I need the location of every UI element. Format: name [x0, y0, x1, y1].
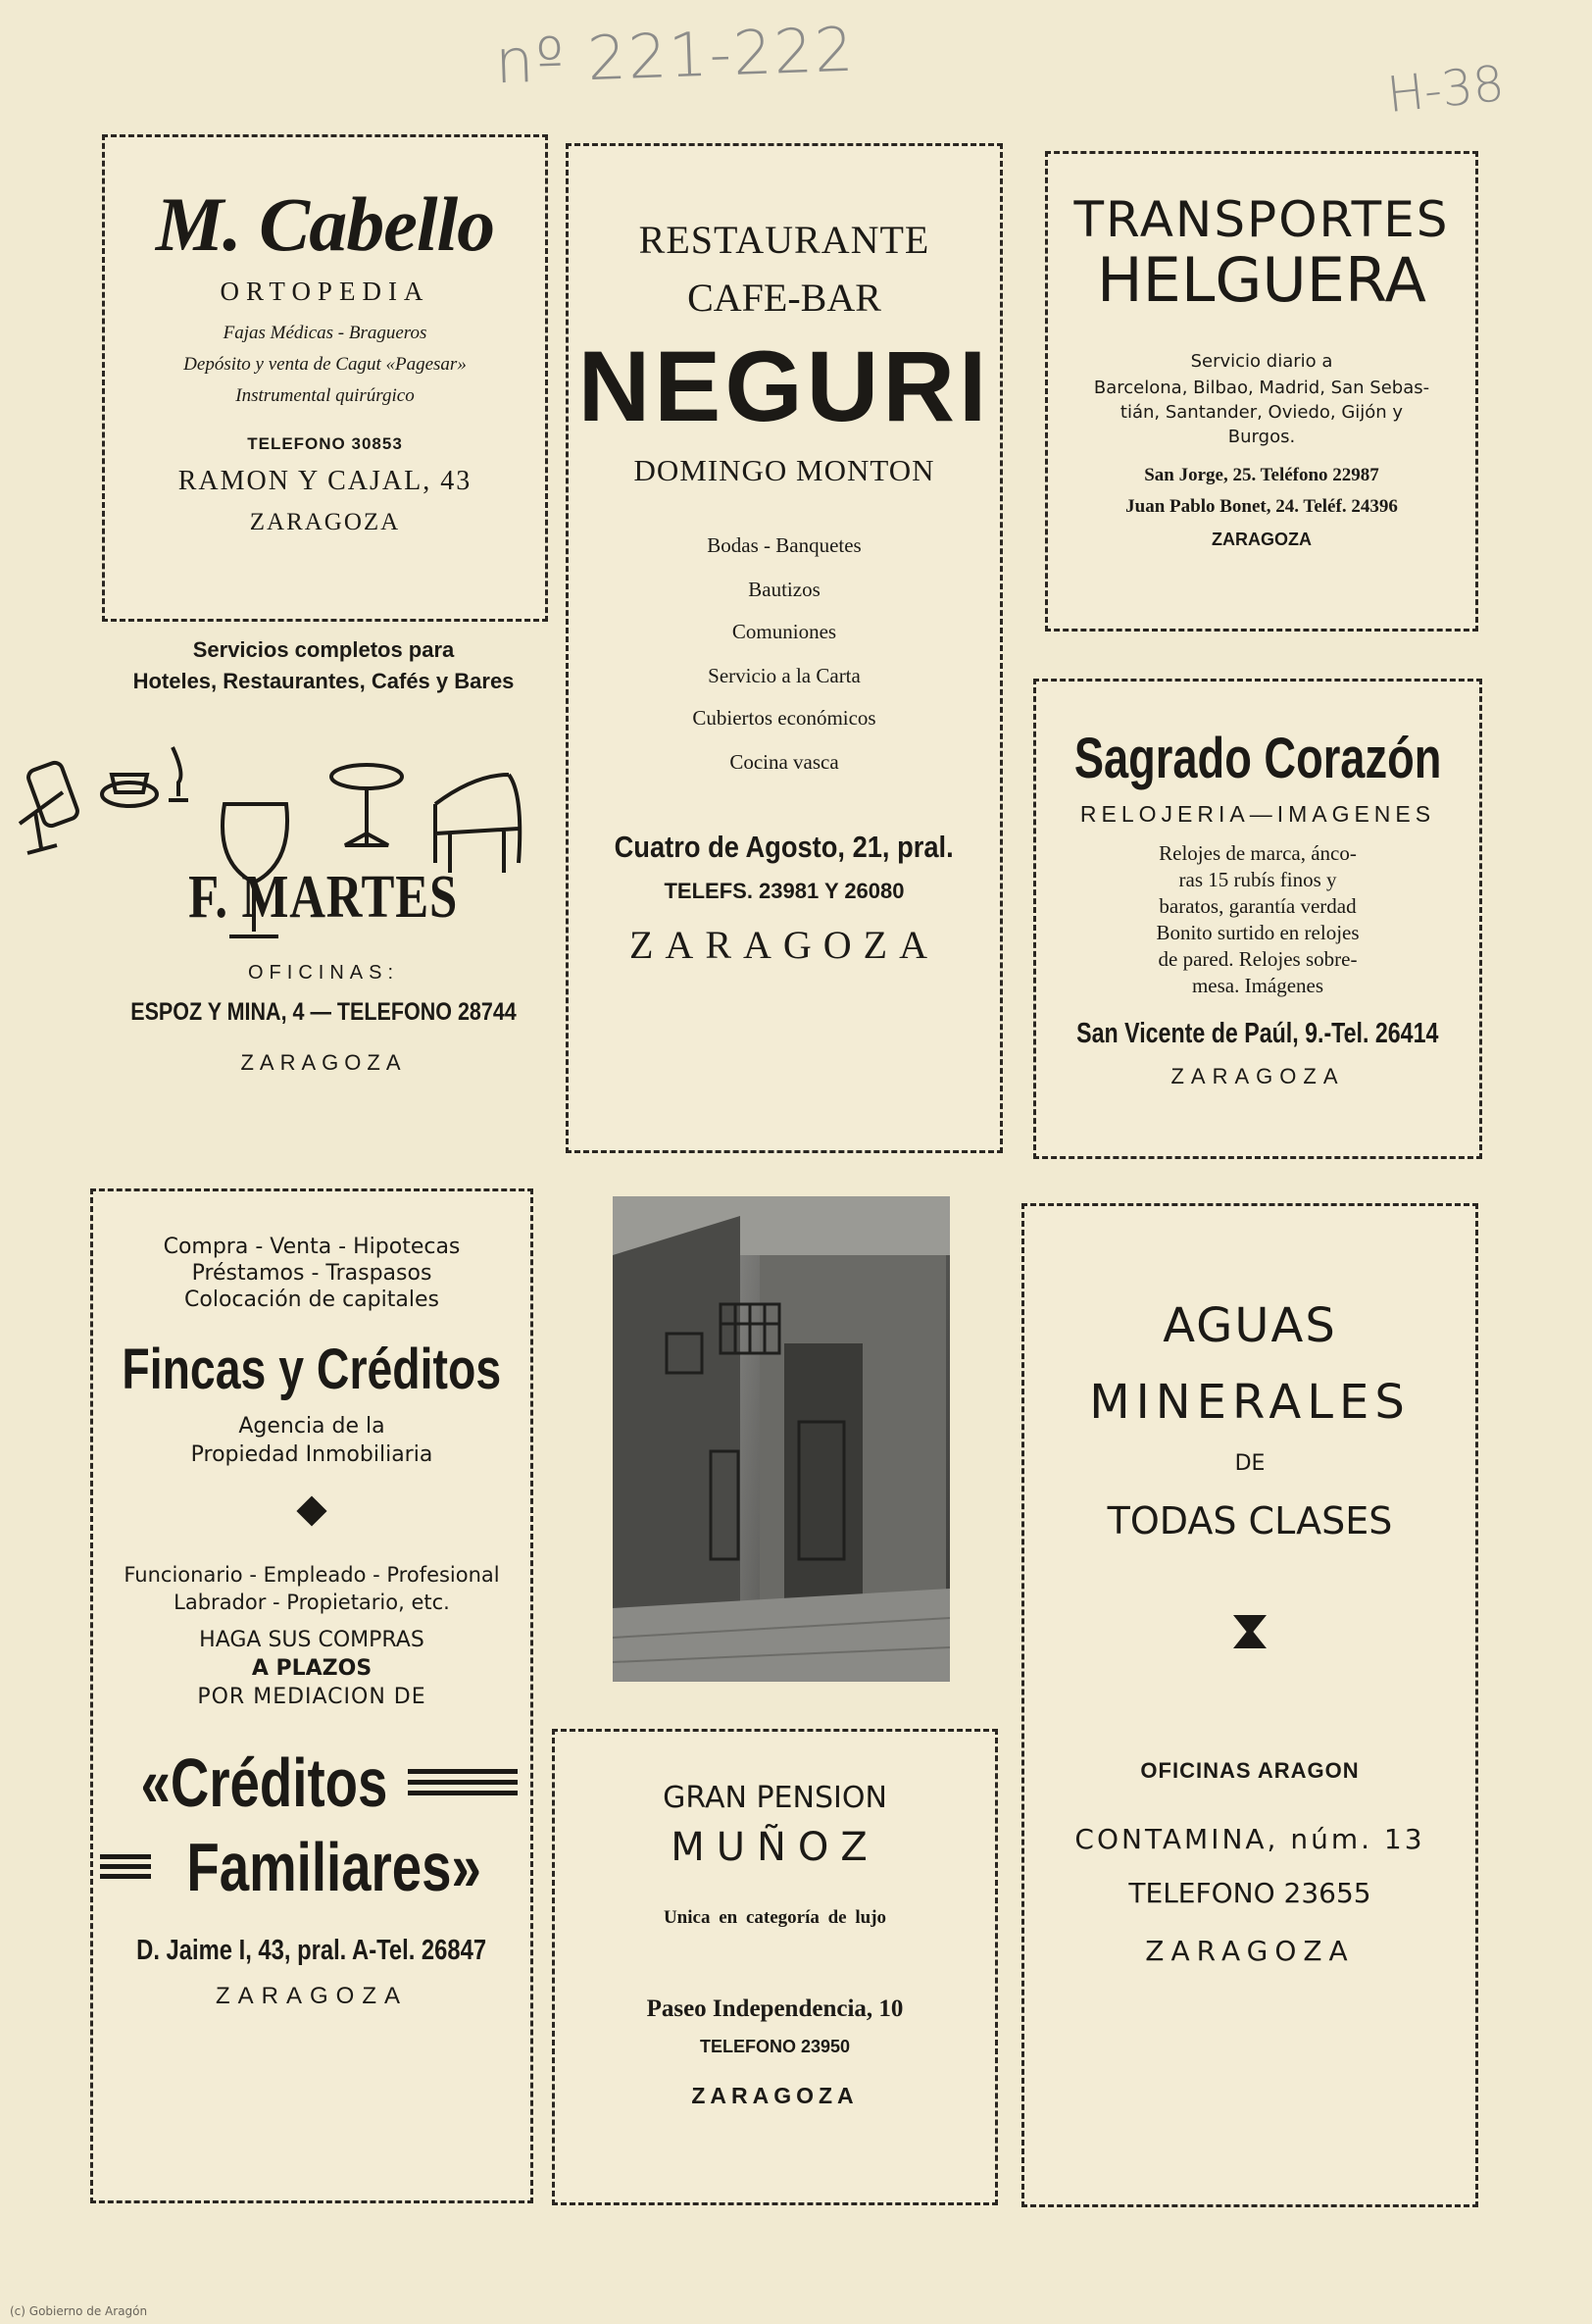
- neguri-phones: TELEFS. 23981 Y 26080: [664, 879, 905, 904]
- martes-address: ESPOZ Y MINA, 4 — TELEFONO 28744: [130, 998, 517, 1026]
- helguera-city: ZARAGOZA: [1212, 530, 1312, 550]
- munoz-line-1: GRAN PENSION: [663, 1781, 887, 1815]
- martes-offices-label: OFICINAS:: [247, 962, 399, 984]
- ad-fincas-creditos: [90, 1188, 533, 2203]
- aguas-city: ZARAGOZA: [1145, 1935, 1355, 1967]
- helguera-name-1: TRANSPORTES: [1073, 191, 1450, 248]
- street-photograph: [613, 1196, 950, 1682]
- munoz-name: MUÑOZ: [671, 1825, 879, 1870]
- sagrado-desc-3: baratos, garantía verdad: [1159, 894, 1357, 918]
- wine-glass-icon: [169, 747, 188, 800]
- sagrado-city: ZARAGOZA: [1170, 1064, 1345, 1088]
- neguri-name: NEGURI: [577, 330, 991, 442]
- sagrado-desc-2: ras 15 rubís finos y: [1178, 868, 1337, 891]
- sagrado-address: San Vicente de Paúl, 9.-Tel. 26414: [1076, 1018, 1439, 1049]
- creditos-brand-line-2: [93, 1829, 530, 1905]
- helguera-address-1: San Jorge, 25. Teléfono 22987: [1144, 465, 1379, 486]
- munoz-tagline: Unica en categoría de lujo: [663, 1907, 887, 1928]
- neguri-service-3: Comuniones: [731, 620, 837, 644]
- munoz-address: Paseo Independencia, 10: [646, 1996, 904, 2022]
- copyright-footer: (c) Gobierno de Aragón: [10, 2304, 148, 2318]
- neguri-owner: DOMINGO MONTON: [633, 453, 935, 488]
- creditos-brand-line-1: [93, 1744, 530, 1821]
- neguri-service-2: Bautizos: [748, 578, 821, 602]
- sagrado-type: RELOJERIA—IMAGENES: [1079, 801, 1436, 827]
- ad-cabello: [102, 134, 548, 622]
- martes-city: ZARAGOZA: [240, 1050, 407, 1075]
- martes-body: [78, 863, 569, 1076]
- creditos-brand-1: «Créditos: [140, 1744, 387, 1821]
- helguera-service-4: Burgos.: [1227, 427, 1296, 448]
- neguri-service-1: Bodas - Banquetes: [707, 533, 862, 558]
- aguas-line-1: AGUAS: [1163, 1298, 1337, 1353]
- fincas-city: ZARAGOZA: [215, 1983, 408, 2009]
- sagrado-desc-4: Bonito surtido en relojes: [1156, 921, 1360, 944]
- helguera-name-2: HELGUERA: [1097, 244, 1426, 316]
- triple-line-right-icon: [408, 1769, 518, 1796]
- fincas-name: Fincas y Créditos: [122, 1338, 502, 1401]
- cabello-address: RAMON Y CAJAL, 43: [177, 466, 473, 496]
- cabello-line-1: Fajas Médicas - Bragueros: [223, 323, 427, 343]
- fincas-top-3: Colocación de capitales: [184, 1288, 439, 1312]
- triple-line-left-icon: [100, 1854, 151, 1880]
- aguas-phone: TELEFONO 23655: [1128, 1877, 1371, 1909]
- helguera-service-2: Barcelona, Bilbao, Madrid, San Sebas-: [1093, 378, 1430, 399]
- neguri-city: ZARAGOZA: [629, 923, 939, 968]
- martes-name: F. MARTES: [188, 864, 459, 931]
- martes-intro-1: Servicios completos para: [192, 637, 455, 662]
- cabello-line-3: Instrumental quirúrgico: [235, 385, 415, 406]
- ad-aguas-minerales: [1021, 1203, 1478, 2207]
- munoz-city: ZARAGOZA: [691, 2083, 859, 2108]
- ad-helguera: [1045, 151, 1478, 632]
- chair-icon: [435, 775, 520, 873]
- ad-munoz: [552, 1729, 998, 2205]
- fincas-top-1: Compra - Venta - Hipotecas: [163, 1235, 461, 1259]
- sagrado-desc-1: Relojes de marca, ánco-: [1159, 841, 1357, 865]
- hourglass-divider-icon: [1233, 1615, 1267, 1648]
- sagrado-desc-6: mesa. Imágenes: [1191, 974, 1324, 997]
- fincas-audience-2: Labrador - Propietario, etc.: [174, 1591, 450, 1614]
- ad-sagrado-corazon: [1033, 679, 1482, 1159]
- creditos-brand-2: Familiares»: [186, 1829, 482, 1905]
- ad-neguri: [566, 143, 1003, 1153]
- fincas-audience-1: Funcionario - Empleado - Profesional: [124, 1563, 500, 1587]
- sagrado-name: Sagrado Corazón: [1073, 727, 1442, 790]
- helguera-address-2: Juan Pablo Bonet, 24. Teléf. 24396: [1125, 496, 1398, 518]
- sagrado-desc-5: de pared. Relojes sobre-: [1158, 947, 1358, 971]
- fincas-cta-1: HAGA SUS COMPRAS: [199, 1628, 424, 1652]
- helguera-service-3: tián, Santander, Oviedo, Gijón y: [1119, 402, 1404, 424]
- aguas-offices: OFICINAS ARAGON: [1140, 1758, 1360, 1783]
- handwritten-archive-code: H-38: [1384, 54, 1507, 125]
- fincas-cta-3: POR MEDIACION DE: [197, 1685, 426, 1709]
- martes-intro-2: Hoteles, Restaurantes, Cafés y Bares: [132, 669, 515, 693]
- aguas-line-4: TODAS CLASES: [1107, 1499, 1393, 1542]
- fincas-sub-1: Agencia de la: [238, 1414, 385, 1439]
- cabello-name: M. Cabello: [155, 181, 495, 267]
- cabello-city: ZARAGOZA: [249, 509, 401, 535]
- neguri-service-6: Cocina vasca: [729, 750, 839, 775]
- handwritten-issue-number: nº 221-222: [493, 13, 857, 98]
- neguri-type-2: CAFE-BAR: [687, 276, 881, 320]
- fincas-top-2: Préstamos - Traspasos: [191, 1261, 432, 1286]
- diamond-divider-icon: [296, 1495, 326, 1526]
- neguri-type-1: RESTAURANTE: [638, 218, 930, 262]
- neguri-service-5: Cubiertos económicos: [692, 706, 876, 731]
- aguas-address: CONTAMINA, núm. 13: [1074, 1823, 1425, 1855]
- cabello-line-2: Depósito y venta de Cagut «Pagesar»: [183, 354, 467, 375]
- bar-table-icon: [331, 765, 402, 788]
- fincas-cta-2: A PLAZOS: [251, 1656, 373, 1681]
- cabello-type: ORTOPEDIA: [220, 277, 430, 306]
- munoz-phone: TELEFONO 23950: [699, 2037, 851, 2056]
- neguri-service-4: Servicio a la Carta: [708, 664, 861, 688]
- aguas-line-3: DE: [1234, 1451, 1266, 1476]
- cabello-phone: TELEFONO 30853: [247, 434, 403, 453]
- fincas-address: D. Jaime I, 43, pral. A-Tel. 26847: [136, 1935, 487, 1966]
- fincas-sub-2: Propiedad Inmobiliaria: [190, 1442, 433, 1467]
- neguri-address: Cuatro de Agosto, 21, pral.: [614, 830, 955, 865]
- aguas-line-2: MINERALES: [1089, 1375, 1411, 1430]
- helguera-service-1: Servicio diario a: [1190, 351, 1333, 373]
